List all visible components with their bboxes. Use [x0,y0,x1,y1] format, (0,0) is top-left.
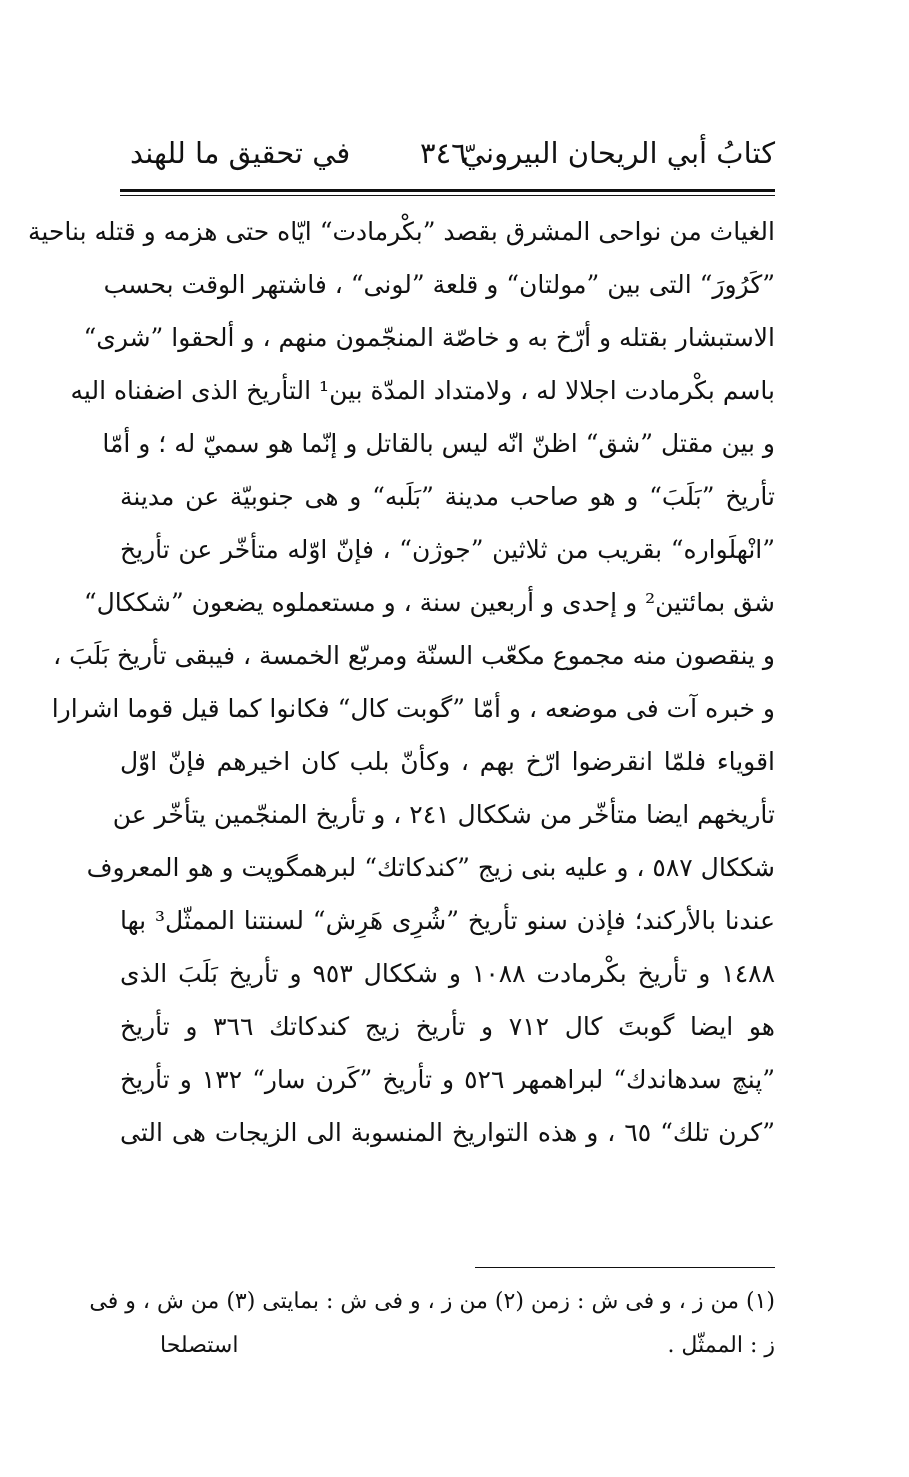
text-line: عندنا بالأركند؛ فإذن سنو تأريخ ”شُرِى هَرِش“ لسنتنا الممثّل³ بها [120,906,775,935]
text-line: و ينقصون منه مجموع مكعّب السنّة ومربّع الخمسة ، فيبقى تأريخ بَلَبَ ، [53,641,775,670]
footnote-line: (١) من ز ، و فى ش : زمن (٢) من ز ، و فى ش : بمايتى (٣) من ش ، و فى [89,1289,775,1314]
text-line: و بين مقتل ”شق“ اظنّ انّه ليس بالقاتل و إنّما هو سميّ له ؛ و أمّا [102,429,775,458]
header-rule-thick [120,189,775,192]
footnotes [89,1280,775,1368]
text-line: هو ايضا گوبتَ كال ٧١٢ و تأريخ زيج كندكاتك ٣٦٦ و تأريخ [120,1012,775,1041]
text-line: ”كَرُورَ“ التى بين ”مولتان“ و قلعة ”لونى“ ، فاشتهر الوقت بحسب [103,270,775,299]
text-line: اقوياء فلمّا انقرضوا ارّخ بهم ، وكأنّ بلب كان اخيرهم فإنّ اوّل [120,747,775,776]
main-text [28,205,775,1159]
text-line: ١٤٨٨ و تأريخ بكْرمادت ١٠٨٨ و شككال ٩٥٣ و تأريخ بَلَبَ الذى [120,959,775,988]
text-line: ”كرن تلك“ ٦٥ ، و هذه التواريخ المنسوبة الى الزيجات هى التى [120,1118,775,1147]
book-title: كتابُ أبي الريحان البيرونيّ [461,136,775,170]
text-line: باسم بكْرمادت اجلالا له ، ولامتداد المدّة بين¹ التأريخ الذى اضفناه اليه [70,376,775,405]
text-line: ”انْهلَواره“ بقريب من ثلاثين ”جوژن“ ، فإنّ اوّله متأخّر عن تأريخ [120,535,775,564]
footnote-continuation: ز : الممثّل . [667,1333,775,1358]
catchword: استصلحا [160,1333,239,1358]
text-line: تأريخهم ايضا متأخّر من شككال ٢٤١ ، و تأريخ المنجّمين يتأخّر عن [112,800,775,829]
text-line: ”پنچ سدهاندك“ لبراهمهر ٥٢٦ و تأريخ ”كَرن سار“ ١٣٢ و تأريخ [120,1065,775,1094]
page-number: ٣٤٦ [420,136,467,170]
book-subtitle: في تحقيق ما للهند [130,136,351,170]
text-line: شق بمائتين² و إحدى و أربعين سنة ، و مستعملوه يضعون ”شككال“ [83,588,775,617]
text-line: شككال ٥٨٧ ، و عليه بنى زيج ”كندكاتك“ لبرهمگوپت و هو المعروف [86,853,775,882]
running-header [120,128,775,188]
header-rule-thin [120,195,775,196]
text-line: الاستبشار بقتله و أرّخ به و خاصّة المنجّمون منهم ، و ألحقوا ”شرى“ [83,323,775,352]
text-line: الغياث من نواحى المشرق بقصد ”بكْرمادت“ ايّاه حتى هزمه و قتله بناحية [28,217,775,246]
footnote-line-2 [120,1324,775,1368]
footnote-rule [475,1267,775,1268]
text-line: تأريخ ”بَلَبَ“ و هو صاحب مدينة ”بَلَبه“ و هى جنوبيّة عن مدينة [120,482,775,511]
text-line: و خبره آت فى موضعه ، و أمّا ”گوبت كال“ فكانوا كما قيل قوما اشرارا [51,694,775,723]
